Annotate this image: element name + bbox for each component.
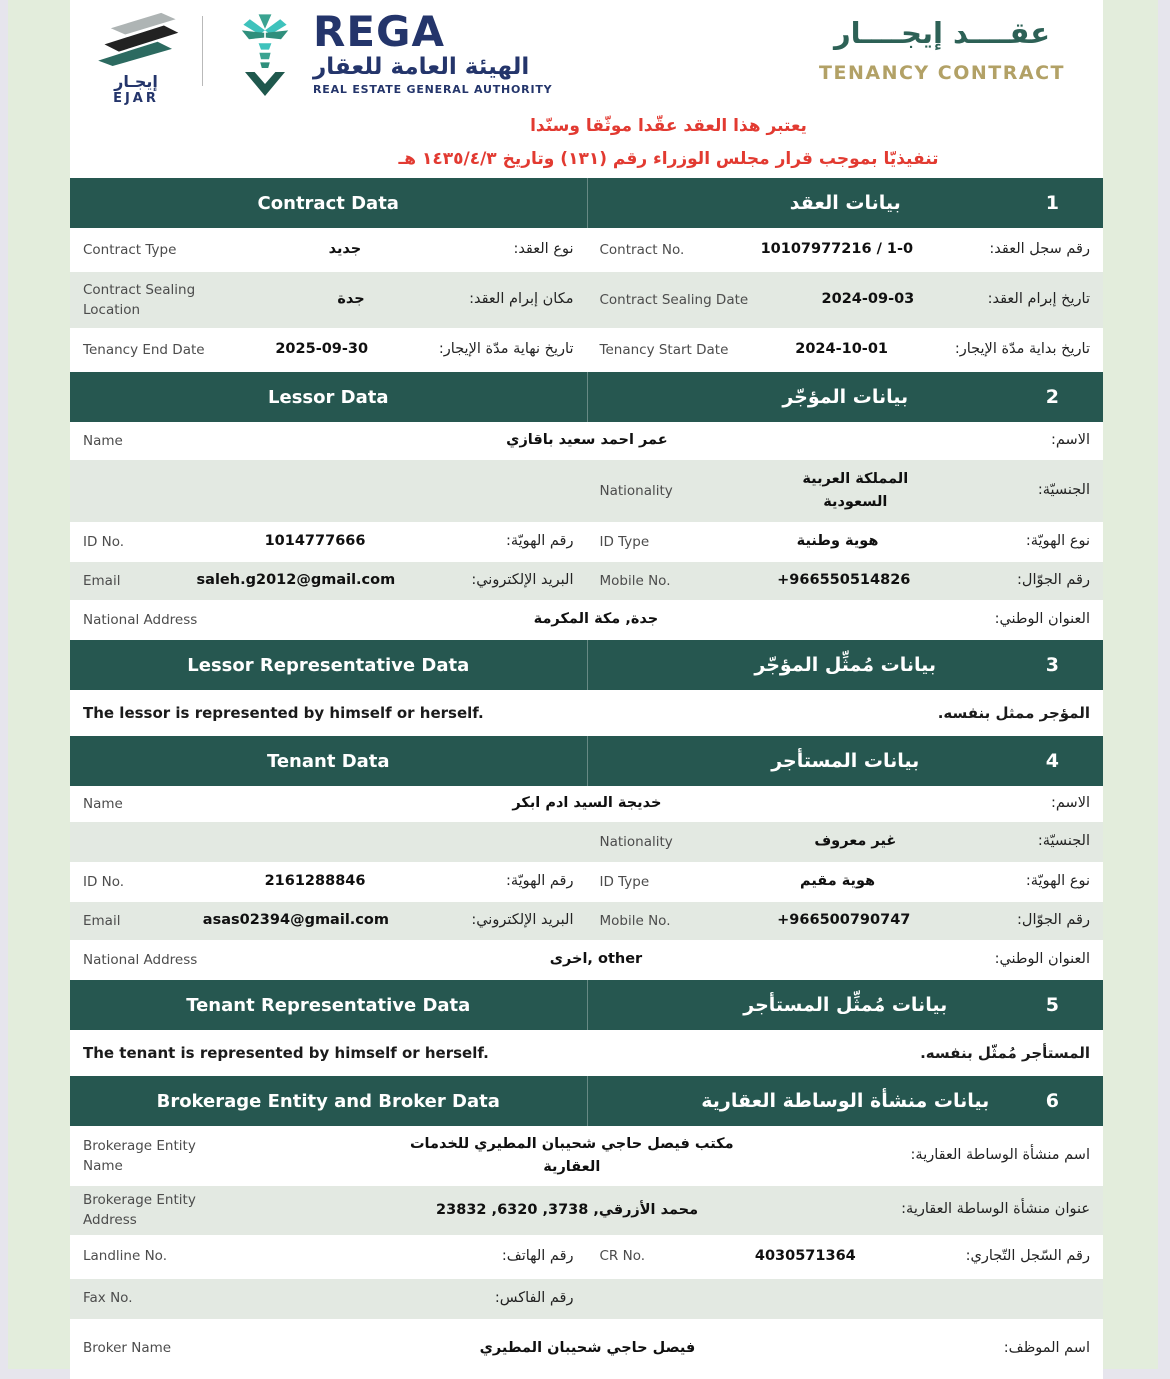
field-label-en: Contract No.: [599, 241, 685, 258]
ejar-arabic-wordmark: إيجـار: [114, 72, 158, 91]
field-value-cell: [679, 830, 1032, 853]
field-value-cell: [239, 1199, 895, 1222]
row-half-left: [70, 902, 587, 940]
section-band-4: [70, 736, 1103, 786]
table-row: [70, 600, 1103, 640]
field-label-en: ID Type: [599, 533, 650, 550]
section-band-2: [70, 372, 1103, 422]
row-half-right: [587, 328, 1104, 372]
field-value: asas02394@gmail.com: [202, 912, 389, 929]
field-value: المملكة العربية السعودية: [802, 470, 909, 510]
contract-title-block: [819, 12, 1065, 84]
ejar-stripes-icon: [92, 12, 180, 66]
section-number: 4: [1045, 750, 1059, 772]
row-half-left: [70, 822, 587, 862]
row-half-left: [70, 228, 587, 272]
section-number: 2: [1045, 386, 1059, 408]
field-value: 4030571364: [754, 1247, 856, 1264]
field-value: محمد الأزرقي, 3738, 6320, 23832: [436, 1201, 699, 1218]
row-half-left: [70, 328, 587, 372]
field-label-ar: اسم الموظف:: [1003, 1339, 1090, 1356]
field-value-cell: [203, 948, 988, 971]
section-number: 3: [1045, 654, 1059, 676]
field-label-en: Brokerage Entity Address: [83, 1192, 196, 1229]
table-row: [70, 690, 1103, 736]
section-title-en: Contract Data: [257, 192, 399, 214]
field-label-en: ID No.: [83, 873, 125, 890]
field-label-en: Fax No.: [83, 1290, 133, 1307]
table-row: [70, 1186, 1103, 1235]
field-label-ar: عنوان منشأة الوساطة العقارية:: [901, 1201, 1090, 1218]
disclaimer-line-2: تنفيذيّا بموجب قرار مجلس الوزراء رقم (١٣١) وتاريخ ١٤٣٥/٤/٣ هـ: [398, 149, 939, 169]
section-title-en: Tenant Data: [266, 750, 390, 772]
note-text-en: The lessor is represented by himself or herself.: [83, 704, 484, 722]
field-label-en: Landline No.: [83, 1248, 167, 1265]
field-label-ar: نوع الهويّة:: [1025, 873, 1090, 890]
section-band-right: [587, 1076, 1104, 1126]
table-row: [70, 522, 1103, 562]
logo-divider: [202, 16, 203, 86]
field-value: جديد: [328, 241, 362, 258]
field-value: 2024-09-03: [821, 291, 915, 308]
field-value: +966500790747: [777, 912, 911, 929]
section-band-right: [587, 372, 1104, 422]
section-title-ar: بيانات المؤجّر: [782, 386, 909, 408]
field-value-cell: [129, 429, 1045, 452]
field-value-cell: [177, 1337, 998, 1360]
field-label-ar: الجنسيّة:: [1037, 833, 1090, 850]
field-label-en: Tenancy End Date: [83, 341, 205, 358]
row-half-left: [70, 862, 587, 902]
field-label-en: National Address: [83, 951, 198, 968]
rega-name: REGA: [313, 7, 446, 56]
row-half-right: [587, 228, 1104, 272]
field-label-en: Email: [83, 912, 121, 929]
table-row: [70, 1279, 1103, 1319]
section-title-ar: بيانات منشأة الوساطة العقارية: [701, 1090, 990, 1112]
table-row: [70, 562, 1103, 600]
table-row: [70, 902, 1103, 940]
section-title-en: Brokerage Entity and Broker Data: [156, 1090, 500, 1112]
section-band-right: [587, 736, 1104, 786]
row-half-right: [587, 522, 1104, 562]
field-value: فيصل حاجي شحيبان المطيري: [479, 1339, 696, 1356]
field-label-en: ID No.: [83, 533, 125, 550]
field-label-ar: نوع الهويّة:: [1025, 533, 1090, 550]
contract-title-english: TENANCY CONTRACT: [819, 62, 1065, 84]
contract-title-arabic: عقــــد إيجــــار: [833, 16, 1051, 50]
field-value: هوية وطنية: [796, 533, 879, 550]
field-value-cell: [126, 569, 465, 592]
row-half-right: [587, 562, 1104, 600]
table-row: [70, 822, 1103, 862]
field-value: 10107977216 / 1-0: [760, 241, 914, 258]
field-label-en: Name: [83, 432, 123, 449]
field-value: 2161288846: [264, 873, 366, 890]
row-half-right: [587, 902, 1104, 940]
note-text-en: The tenant is represented by himself or herself.: [83, 1044, 489, 1062]
field-label-ar: رقم الهاتف:: [501, 1247, 574, 1264]
section-band-left: [70, 980, 587, 1030]
section-band-right: [587, 178, 1104, 228]
field-value-cell: [677, 569, 1012, 592]
table-row: [70, 1319, 1103, 1379]
field-value-cell: [677, 909, 1012, 932]
field-value: +966550514826: [777, 572, 911, 589]
field-value-cell: [655, 530, 1020, 553]
field-value-cell: [182, 238, 507, 261]
field-label-ar: تاريخ بداية مدّة الإيجار:: [954, 341, 1090, 358]
table-row: [70, 272, 1103, 328]
field-value: مكتب فيصل حاجي شحيبان المطيري للخدمات العقارية: [409, 1135, 734, 1175]
field-label-en: Contract Sealing Date: [599, 291, 749, 308]
field-value: 2024-10-01: [795, 341, 888, 358]
field-label-ar: تاريخ إبرام العقد:: [987, 291, 1090, 308]
ejar-logo: [88, 12, 184, 106]
field-value-cell: [130, 530, 500, 553]
field-value-cell: [211, 338, 433, 361]
note-text-ar: المستأجر مُمثّل بنفسه.: [920, 1044, 1090, 1062]
field-value: خديجة السيد ادم ابكر: [512, 795, 662, 812]
field-label-ar: الاسم:: [1051, 432, 1090, 449]
field-label-en: CR No.: [599, 1248, 646, 1265]
field-label-en: Mobile No.: [599, 912, 671, 929]
field-value-cell: [651, 1245, 960, 1268]
field-label-en: Broker Name: [83, 1340, 172, 1357]
note-text-ar: المؤجر ممثل بنفسه.: [937, 704, 1090, 722]
field-label-ar: العنوان الوطني:: [994, 951, 1090, 968]
section-number: 1: [1045, 192, 1059, 214]
field-label-ar: اسم منشأة الوساطة العقارية:: [910, 1147, 1090, 1164]
section-band-1: [70, 178, 1103, 228]
rega-logo: [229, 7, 553, 100]
section-band-left: [70, 1076, 587, 1126]
rega-text-block: [313, 7, 553, 96]
field-label-ar: البريد الإلكتروني:: [471, 572, 574, 589]
field-label-en: Brokerage Entity Name: [83, 1137, 196, 1174]
field-label-ar: الجنسيّة:: [1037, 482, 1090, 499]
field-label-en: Email: [83, 572, 121, 589]
field-value-cell: [126, 909, 465, 932]
section-band-left: [70, 736, 587, 786]
rega-english-name: REAL ESTATE GENERAL AUTHORITY: [313, 83, 553, 96]
field-label-en: ID Type: [599, 873, 650, 890]
section-title-en: Lessor Representative Data: [187, 654, 470, 676]
field-label-ar: رقم الهويّة:: [505, 873, 574, 890]
row-half-right: [587, 1279, 1104, 1319]
field-value: هوية مقيم: [799, 873, 876, 890]
table-row: [70, 228, 1103, 272]
section-band-6: [70, 1076, 1103, 1126]
table-row: [70, 862, 1103, 902]
rega-arabic-name: الهيئة العامة للعقار: [313, 54, 530, 80]
section-band-left: [70, 178, 587, 228]
field-label-ar: رقم الهويّة:: [505, 533, 574, 550]
field-value: جدة, مكة المكرمة: [533, 611, 659, 628]
row-half-left: [70, 272, 587, 328]
contract-sections: [70, 178, 1103, 1379]
legal-disclaimer: [152, 110, 1170, 176]
table-row: [70, 940, 1103, 980]
field-value-cell: [734, 338, 948, 361]
field-value-cell: [129, 792, 1045, 815]
field-value-cell: [679, 468, 1032, 514]
field-label-en: Tenancy Start Date: [599, 341, 729, 358]
tenancy-contract-document: [70, 0, 1103, 1379]
section-title-en: Tenant Representative Data: [186, 994, 471, 1016]
section-band-5: [70, 980, 1103, 1030]
row-half-left: [70, 460, 587, 522]
field-label-ar: الاسم:: [1051, 795, 1090, 812]
row-half-left: [70, 562, 587, 600]
field-label-en: Contract Sealing Location: [83, 281, 196, 318]
field-label-ar: رقم الفاكس:: [494, 1289, 574, 1306]
table-row: [70, 786, 1103, 822]
ejar-latin-wordmark: EJAR: [113, 91, 159, 106]
header-logo-row: [70, 7, 1103, 108]
table-row: [70, 422, 1103, 460]
field-value-cell: [203, 608, 988, 631]
field-label-ar: مكان إبرام العقد:: [469, 291, 574, 308]
row-half-left: [70, 1279, 587, 1319]
field-value-cell: [239, 1133, 905, 1179]
row-half-left: [70, 1235, 587, 1279]
field-label-ar: نوع العقد:: [513, 241, 574, 258]
row-half-left: [70, 522, 587, 562]
table-row: [70, 1030, 1103, 1076]
field-value: 2025-09-30: [275, 341, 369, 358]
field-value: 1014777666: [264, 533, 366, 550]
field-value: جدة: [337, 291, 365, 308]
field-value-cell: [239, 288, 463, 311]
document-header: [70, 0, 1103, 178]
section-band-left: [70, 372, 587, 422]
field-value: saleh.g2012@gmail.com: [196, 572, 396, 589]
section-title-en: Lessor Data: [268, 386, 389, 408]
field-value-cell: [130, 870, 500, 893]
field-value-cell: [690, 238, 983, 261]
field-label-ar: تاريخ نهاية مدّة الإيجار:: [438, 341, 574, 358]
section-band-3: [70, 640, 1103, 690]
field-value-cell: [754, 288, 981, 311]
section-band-left: [70, 640, 587, 690]
field-value: اخرى, other: [549, 951, 643, 968]
section-band-right: [587, 640, 1104, 690]
row-half-right: [587, 862, 1104, 902]
section-title-ar: بيانات مُمثِّل المؤجّر: [754, 654, 937, 676]
field-label-ar: رقم الجوّال:: [1017, 572, 1090, 589]
field-value: عمر احمد سعيد باقازي: [506, 432, 668, 449]
table-row: [70, 328, 1103, 372]
field-label-ar: رقم الجوّال:: [1017, 912, 1090, 929]
disclaimer-line-1: يعتبر هذا العقد عقّدا موثّقا وسنّدا: [530, 116, 807, 136]
section-title-ar: بيانات مُمثِّل المستأجر: [743, 994, 948, 1016]
field-label-en: Mobile No.: [599, 572, 671, 589]
field-label-ar: البريد الإلكتروني:: [471, 912, 574, 929]
section-number: 5: [1045, 994, 1059, 1016]
table-row: [70, 1126, 1103, 1186]
field-value: غير معروف: [814, 833, 897, 850]
row-half-right: [587, 272, 1104, 328]
field-label-en: National Address: [83, 611, 198, 628]
section-title-ar: بيانات المستأجر: [771, 750, 920, 772]
field-label-en: Nationality: [599, 482, 673, 499]
field-label-en: Contract Type: [83, 241, 177, 258]
field-value-cell: [655, 870, 1020, 893]
row-half-right: [587, 460, 1104, 522]
field-label-ar: رقم السّجل التّجاري:: [965, 1247, 1090, 1264]
row-half-right: [587, 1235, 1104, 1279]
field-label-ar: العنوان الوطني:: [994, 611, 1090, 628]
field-label-en: Name: [83, 795, 123, 812]
field-label-en: Nationality: [599, 833, 673, 850]
field-label-ar: رقم سجل العقد:: [989, 241, 1090, 258]
table-row: [70, 460, 1103, 522]
section-title-ar: بيانات العقد: [789, 192, 901, 214]
table-row: [70, 1235, 1103, 1279]
section-number: 6: [1045, 1090, 1059, 1112]
section-band-right: [587, 980, 1104, 1030]
rega-palm-icon: [229, 12, 301, 100]
row-half-right: [587, 822, 1104, 862]
